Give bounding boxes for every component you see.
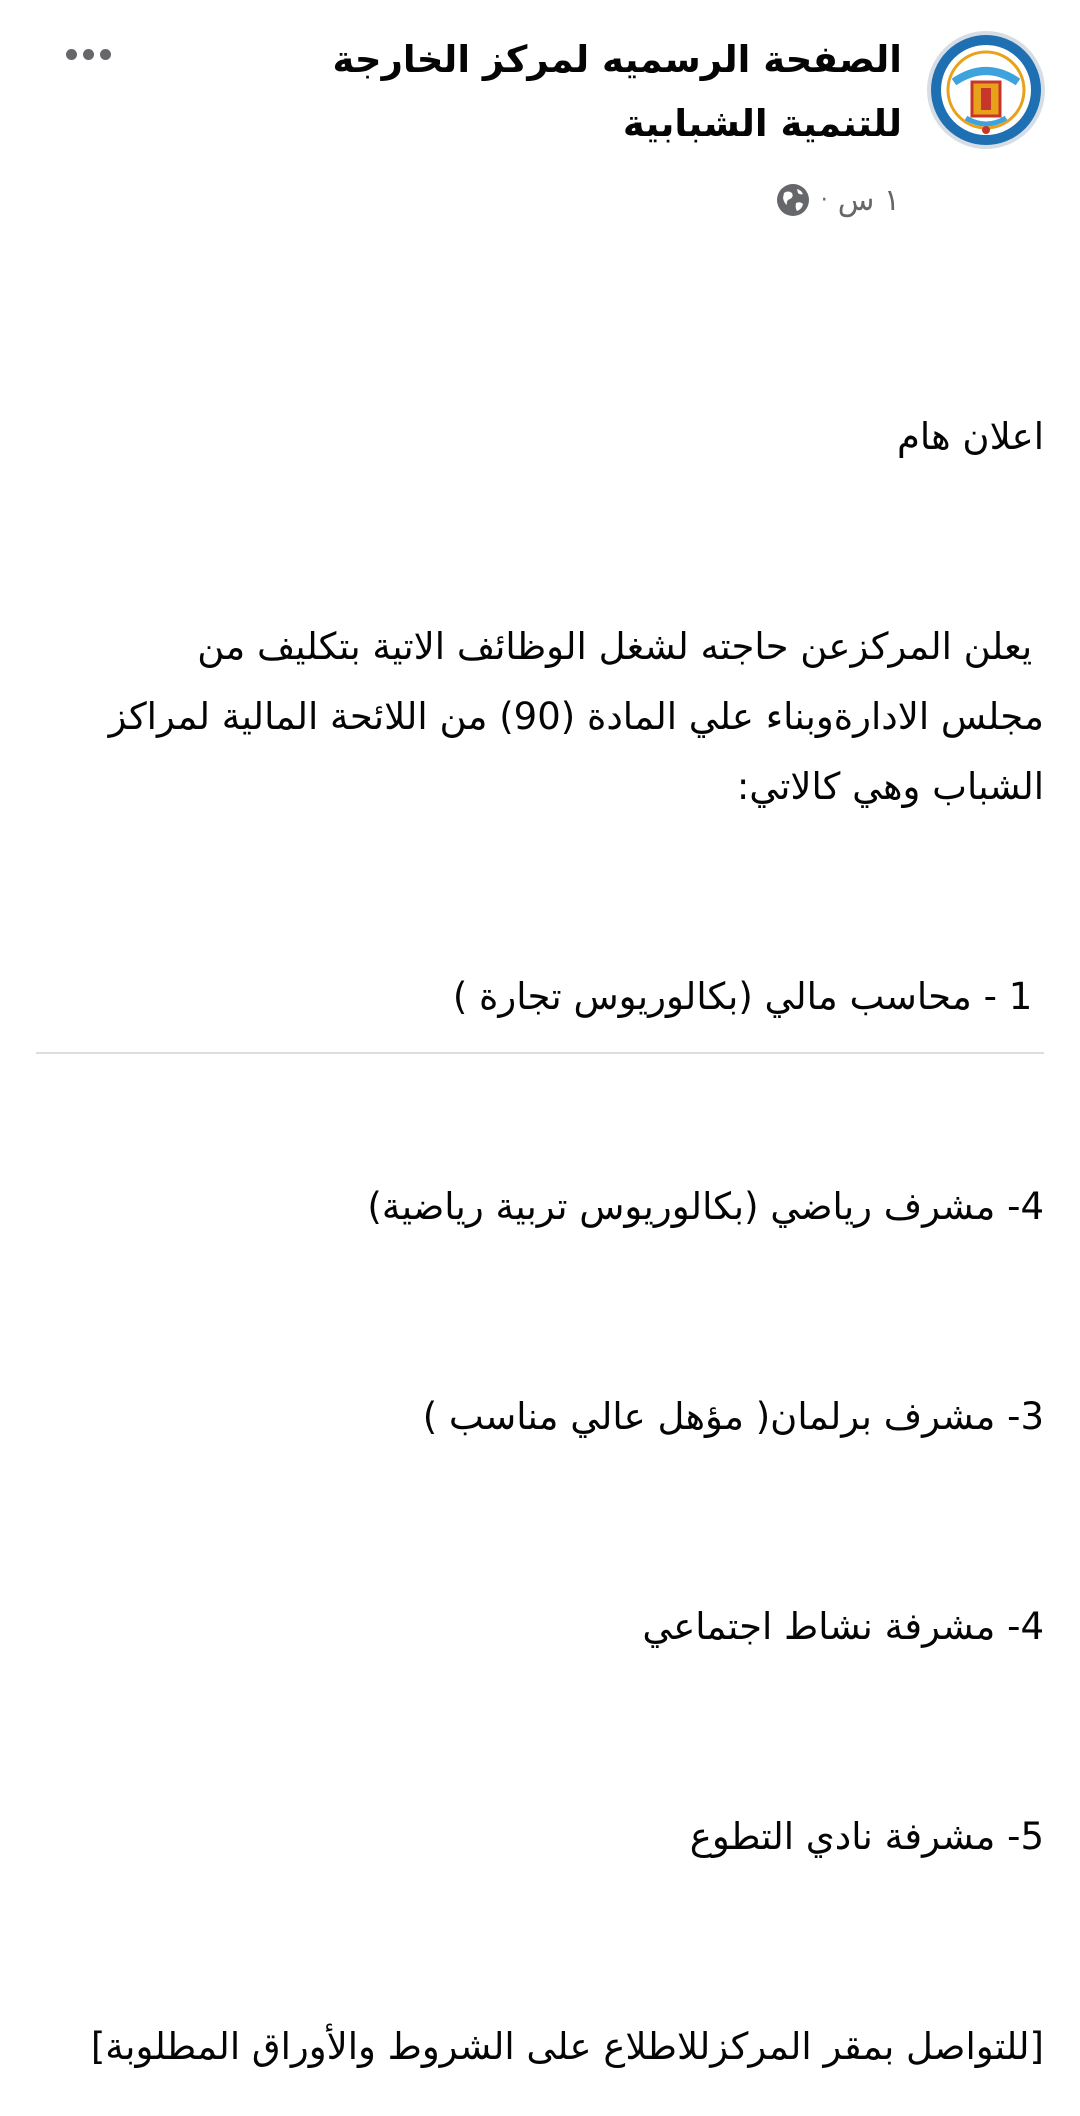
meta-separator: · <box>820 187 828 213</box>
more-options-button[interactable] <box>58 36 118 72</box>
post-header <box>36 28 1046 228</box>
post-timestamp[interactable]: ١ س <box>837 182 900 218</box>
more-options-icon <box>100 49 111 60</box>
more-options-icon-dot <box>83 49 94 60</box>
post-line-title: اعلان هام <box>896 415 1044 458</box>
page-name[interactable]: الصفحة الرسميه لمركز الخارجة للتنمية الشبابية <box>332 38 902 145</box>
globe-icon[interactable] <box>775 182 811 218</box>
post-line-job-2: 4- مشرف رياضي (بكالوريوس تربية رياضية) <box>367 1185 1044 1228</box>
post-line-job-5: 5- مشرفة نادي التطوع <box>689 1815 1044 1858</box>
post-body <box>84 262 1044 2116</box>
post-line-job-1: 1 - محاسب مالي (بكالوريوس تجارة ) <box>452 975 1044 1018</box>
post-line-job-3: 3- مشرف برلمان( مؤهل عالي مناسب ) <box>422 1395 1044 1438</box>
page-avatar[interactable] <box>926 30 1046 150</box>
more-options-icon-dot <box>66 49 77 60</box>
post-line-job-4: 4- مشرفة نشاط اجتماعي <box>642 1605 1044 1648</box>
post-divider <box>36 1052 1044 1054</box>
post-line-contact: [للتواصل بمقر المركزللاطلاع على الشروط والأوراق المطلوبة] <box>90 2025 1044 2068</box>
post-meta <box>775 178 900 222</box>
youth-center-logo <box>926 30 1046 150</box>
post-line-intro: يعلن المركزعن حاجته لشغل الوظائف الاتية بتكليف من مجلس الادارةوبناء علي المادة (90) من اللائحة المالية لمراكز الشباب وهي كالاتي: <box>96 625 1044 808</box>
